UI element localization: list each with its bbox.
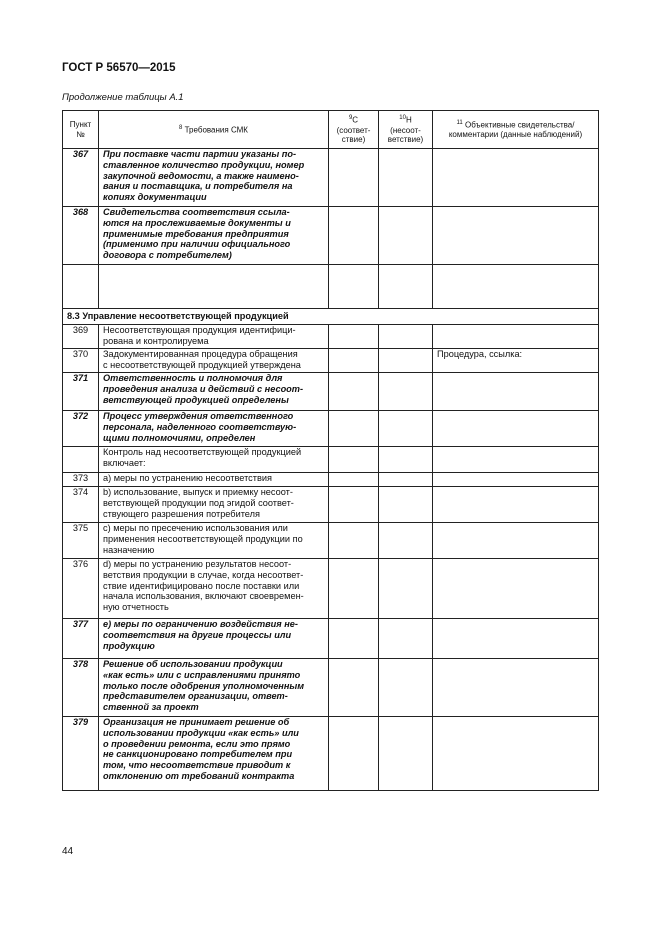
item-number: 369 — [63, 325, 99, 349]
table-row — [63, 523, 599, 559]
evidence-cell — [433, 717, 599, 791]
requirement-text: а) меры по устранению несоответствия — [99, 473, 329, 487]
evidence-cell — [433, 487, 599, 523]
table-row — [63, 473, 599, 487]
evidence-cell — [433, 325, 599, 349]
table-row — [63, 659, 599, 717]
nonconformity-cell — [379, 487, 433, 523]
item-number: 367 — [63, 149, 99, 207]
conformity-cell — [329, 325, 379, 349]
nonconformity-cell — [379, 619, 433, 659]
evidence-cell — [433, 265, 599, 309]
table-row — [63, 265, 599, 309]
item-number: 379 — [63, 717, 99, 791]
column-header-item-number: Пункт № — [63, 111, 99, 149]
nonconformity-cell — [379, 207, 433, 265]
evidence-cell — [433, 473, 599, 487]
nonconformity-cell — [379, 659, 433, 717]
column-header-requirements: $^8$ Требования СМК — [99, 111, 329, 149]
evidence-cell — [433, 411, 599, 447]
requirement-text: Свидетельства соответствия ссыла- ются на прослеживаемые документы и применимые требования предприятия (применимо при наличии официального договора с потребителем) — [99, 207, 329, 265]
requirements-table — [62, 110, 599, 791]
requirement-text — [99, 265, 329, 309]
item-number — [63, 265, 99, 309]
table-continuation-label: Продолжение таблицы А.1 — [62, 92, 184, 103]
conformity-cell — [329, 349, 379, 373]
evidence-cell — [433, 149, 599, 207]
conformity-cell — [329, 447, 379, 473]
item-number: 376 — [63, 559, 99, 619]
item-number: 378 — [63, 659, 99, 717]
page-number: 44 — [62, 846, 74, 857]
evidence-cell — [433, 619, 599, 659]
item-number: 370 — [63, 349, 99, 373]
conformity-cell — [329, 207, 379, 265]
requirement-text: Задокументированная процедура обращения с несоответствующей продукцией утверждена — [99, 349, 329, 373]
nonconformity-cell — [379, 447, 433, 473]
requirement-text: Процесс утверждения ответственного персонала, наделенного соответствую- щими полномочиями, определен — [99, 411, 329, 447]
nonconformity-cell — [379, 473, 433, 487]
column-header-nonconformity: $^{10}$Н (несоот- ветствие) — [379, 111, 433, 149]
nonconformity-cell — [379, 523, 433, 559]
requirement-text: Контроль над несоответствующей продукцией включает: — [99, 447, 329, 473]
evidence-cell — [433, 559, 599, 619]
table-row — [63, 149, 599, 207]
evidence-cell — [433, 207, 599, 265]
conformity-cell — [329, 265, 379, 309]
item-number: 372 — [63, 411, 99, 447]
table-row — [63, 487, 599, 523]
table-row — [63, 447, 599, 473]
conformity-cell — [329, 523, 379, 559]
item-number: 374 — [63, 487, 99, 523]
evidence-cell: Процедура, ссылка: — [433, 349, 599, 373]
table-row — [63, 349, 599, 373]
requirement-text: Ответственность и полномочия для проведения анализа и действий с несоот- ветствующей продукцией определены — [99, 373, 329, 411]
table-header-row — [63, 111, 599, 149]
requirement-text: d) меры по устранению результатов несоот- ветствия продукции в случае, когда несоответ- ствие идентифицировано после поставки или начала использования, включают своевремен- ную отчетность — [99, 559, 329, 619]
table-row — [63, 207, 599, 265]
section-row — [63, 309, 599, 325]
item-number — [63, 447, 99, 473]
item-number: 375 — [63, 523, 99, 559]
item-number: 368 — [63, 207, 99, 265]
table-row — [63, 325, 599, 349]
nonconformity-cell — [379, 411, 433, 447]
item-number: 371 — [63, 373, 99, 411]
nonconformity-cell — [379, 149, 433, 207]
conformity-cell — [329, 559, 379, 619]
requirement-text: е) меры по ограничению воздействия не- соответствия на другие процессы или продукцию — [99, 619, 329, 659]
conformity-cell — [329, 487, 379, 523]
requirement-text: Организация не принимает решение об использовании продукции «как есть» или о проведении ремонта, если это прямо не санкционировано потребителем при том, что несоответствие приводит к отклонению от требований контракта — [99, 717, 329, 791]
item-number: 373 — [63, 473, 99, 487]
column-header-evidence: $^{11}$ Объективные свидетельства/ комментарии (данные наблюдений) — [433, 111, 599, 149]
requirement-text: Решение об использовании продукции «как есть» или с исправлениями принято только после одобрения уполномоченным представителем организации, ответ- ственной за проект — [99, 659, 329, 717]
section-title: 8.3 Управление несоответствующей продукцией — [63, 309, 599, 325]
conformity-cell — [329, 619, 379, 659]
nonconformity-cell — [379, 717, 433, 791]
table-row — [63, 717, 599, 791]
requirement-text: Несоответствующая продукция идентифици- рована и контролируема — [99, 325, 329, 349]
table-row — [63, 619, 599, 659]
conformity-cell — [329, 149, 379, 207]
requirement-text: При поставке части партии указаны по- ставленное количество продукции, номер закупочной ведомости, а также наимено- вания и поставщика, и потребителя на копиях документации — [99, 149, 329, 207]
table-row — [63, 411, 599, 447]
nonconformity-cell — [379, 559, 433, 619]
evidence-cell — [433, 447, 599, 473]
nonconformity-cell — [379, 325, 433, 349]
table-row — [63, 373, 599, 411]
requirement-text: b) использование, выпуск и приемку несоот- ветствующей продукции под эгидой соответ- ствующего разрешения потребителя — [99, 487, 329, 523]
nonconformity-cell — [379, 349, 433, 373]
column-header-conformity: $^9$С (соответ- ствие) — [329, 111, 379, 149]
evidence-cell — [433, 523, 599, 559]
conformity-cell — [329, 717, 379, 791]
evidence-cell — [433, 373, 599, 411]
conformity-cell — [329, 411, 379, 447]
nonconformity-cell — [379, 265, 433, 309]
conformity-cell — [329, 659, 379, 717]
nonconformity-cell — [379, 373, 433, 411]
table-row — [63, 559, 599, 619]
evidence-cell — [433, 659, 599, 717]
item-number: 377 — [63, 619, 99, 659]
conformity-cell — [329, 473, 379, 487]
requirement-text: с) меры по пресечению использования или применения несоответствующей продукции по назначению — [99, 523, 329, 559]
document-code: ГОСТ Р 56570—2015 — [62, 62, 176, 74]
conformity-cell — [329, 373, 379, 411]
